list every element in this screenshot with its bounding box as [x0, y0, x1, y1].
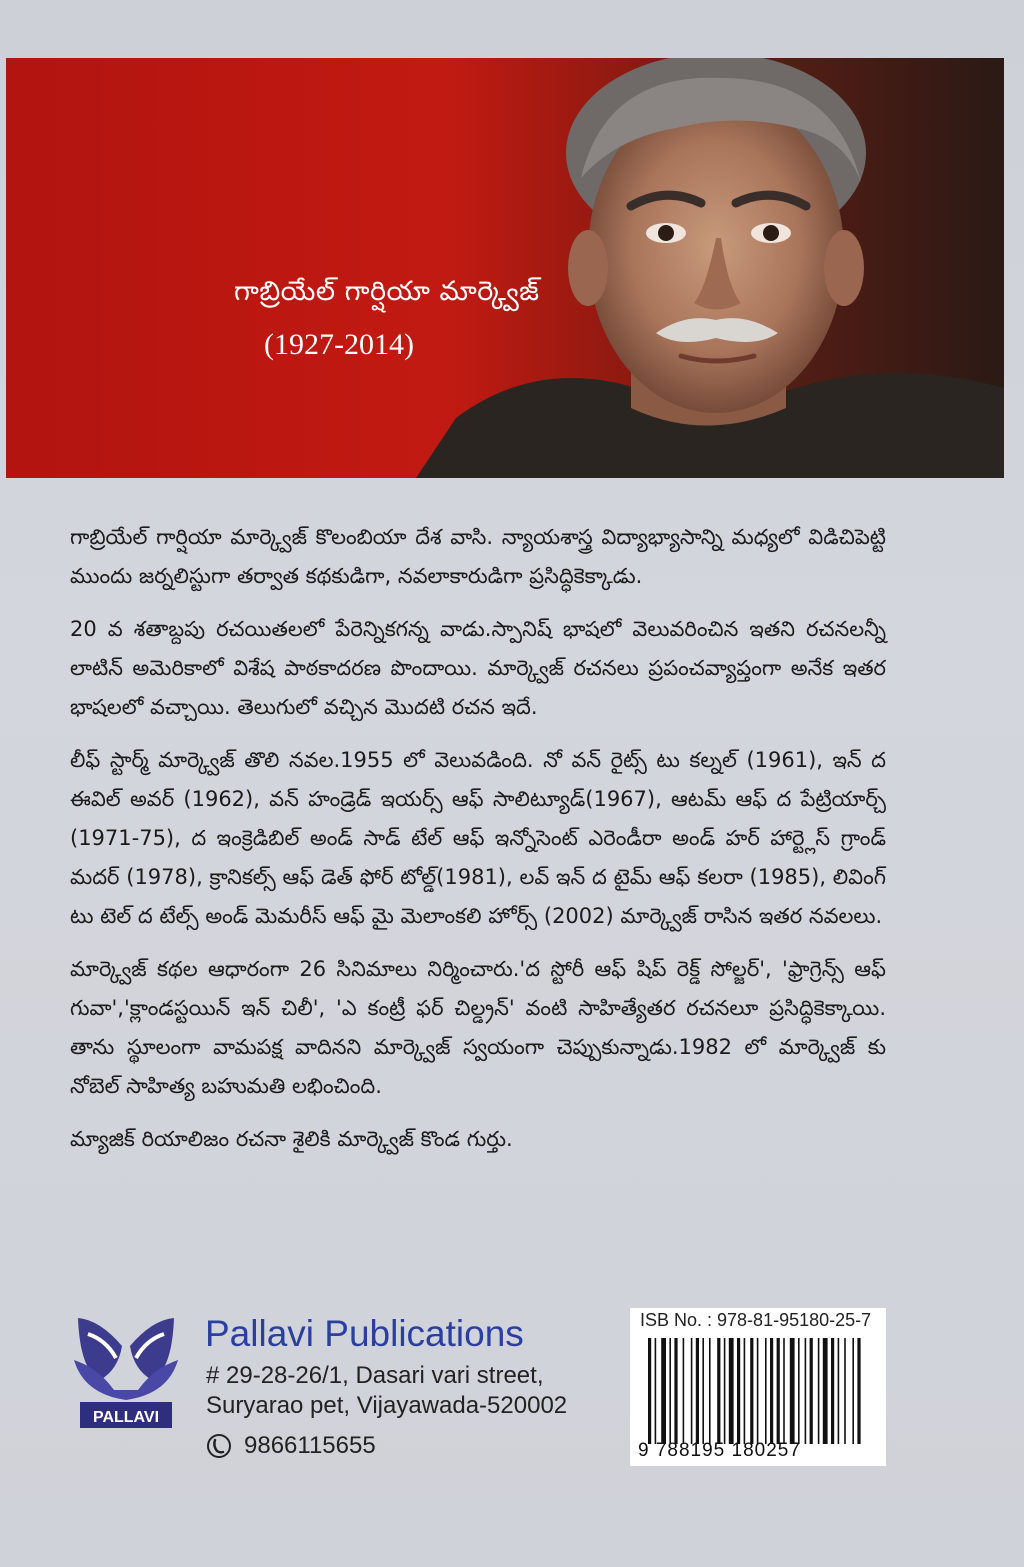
barcode-bar: [729, 1338, 734, 1444]
barcode-bar: [696, 1338, 699, 1444]
author-portrait: [416, 58, 1004, 478]
barcode-bar: [683, 1338, 685, 1444]
barcode-bar: [831, 1338, 834, 1444]
blurb-paragraph: లీఫ్ స్టార్మ్ మార్క్వెజ్ తొలి నవల.1955 లో వెలువడింది. నో వన్ రైట్స్ టు కల్నల్ (1961), ఇన్ ద ఈవిల్ అవర్ (1962), వన్ హండ్రెడ్ ఇయర్స్ ఆఫ్ సాలిట్యూడ్(1967), ఆటమ్ ఆఫ్ ద పేట్రియార్చ్ (1971-75), ద ఇంక్రెడిబిల్ అండ్ సాడ్ టేల్ ఆఫ్ ఇన్నోసెంట్ ఎరెండీరా అండ్ హర్ హార్ట్లెస్ గ్రాండ్ మదర్ (1978), క్రానికల్స్ ఆఫ్ డెత్ ఫోర్ టోల్డ్(1981), లవ్ ఇన్ ద టైమ్ ఆఫ్ కలరా (1985), లివింగ్ టు టెల్ ద టేల్స్ అండ్ మెమరీస్ ఆఫ్ మై మెలాంకలి హోర్స్ (2002) మార్క్వెజ్ రాసిన ఇతర నవలలు.: [70, 748, 886, 928]
barcode-bar: [648, 1338, 651, 1444]
barcode-bar: [674, 1338, 677, 1444]
blurb-paragraph: గాబ్రియేల్ గార్షియా మార్క్వెజ్ కొలంబియా దేశ వాసి. న్యాయశాస్త్ర విద్యాభ్యాసాన్ని మధ్యలో విడిచిపెట్టి ముందు జర్నలిస్టుగా తర్వాత కథకుడిగా, నవలాకారుడిగా ప్రసిద్ధికెక్కాడు.: [70, 525, 886, 588]
barcode-bar: [805, 1338, 807, 1444]
phone-number: 9866115655: [244, 1432, 376, 1459]
barcode-bar: [777, 1338, 780, 1444]
barcode-bar: [724, 1338, 726, 1444]
barcode-bar: [790, 1338, 795, 1444]
barcode: [640, 1338, 876, 1444]
author-name: గాబ్రియేల్ గార్షియా మార్క్వెజ్: [234, 276, 540, 307]
author-years: (1927-2014): [264, 328, 414, 361]
barcode-bar: [783, 1338, 785, 1444]
blurb-paragraph: మార్క్వెజ్ కథల ఆధారంగా 26 సినిమాలు నిర్మించారు.'ద స్టోరీ ఆఫ్ షిప్ రెక్డ్ సోల్జర్', 'ఫ్రాగ్రెన్స్ ఆఫ్ గువా','క్లాండస్టయిన్ ఇన్ చిలీ', 'ఎ కంట్రీ ఫర్ చిల్డ్రన్' వంటి సాహిత్యేతర రచనలూ ప్రసిద్ధికెక్కాయి. తాను స్థూలంగా వామపక్ష వాదినని మార్క్వెజ్ స్వయంగా చెప్పుకున్నాడు.1982 లో మార్క్వెజ్ కు నోబెల్ సాహిత్య బహుమతి లభించింది.: [70, 957, 886, 1098]
barcode-bar: [669, 1338, 671, 1444]
barcode-bar: [691, 1338, 693, 1444]
logo-text: PALLAVI: [92, 1409, 160, 1426]
barcode-bar: [798, 1338, 800, 1444]
barcode-bar: [844, 1338, 846, 1444]
barcode-bar: [852, 1338, 854, 1444]
book-blurb: [70, 518, 886, 1173]
barcode-bar: [702, 1338, 704, 1444]
barcode-bar: [757, 1338, 759, 1444]
author-banner: [6, 58, 1004, 478]
barcode-bar: [750, 1338, 753, 1444]
barcode-bar: [770, 1338, 773, 1444]
barcode-bar: [709, 1338, 711, 1444]
publisher-logo: [70, 1310, 182, 1430]
barcode-bar: [655, 1338, 657, 1444]
barcode-bar: [810, 1338, 813, 1444]
barcode-bar: [818, 1338, 820, 1444]
blurb-paragraph: మ్యాజిక్ రియాలిజం రచనా శైలికి మార్క్వెజ్ కొండ గుర్తు.: [70, 1127, 513, 1151]
blurb-paragraph: 20 వ శతాబ్దపు రచయితలలో పేరెన్నికగన్న వాడు.స్పానిష్ భాషలో వెలువరించిన ఇతని రచనలన్నీ లాటిన్ అమెరికాలో విశేష పాఠకాదరణ పొందాయి. మార్క్వెజ్ రచనలు ప్రపంచవ్యాప్తంగా అనేక ఇతర భాషలలో వచ్చాయి. తెలుగులో వచ్చిన మొదటి రచన ఇదే.: [70, 617, 886, 719]
barcode-bar: [661, 1338, 666, 1444]
barcode-digits: 9 788195 180257: [638, 1440, 801, 1461]
barcode-bar: [857, 1338, 860, 1444]
isbn-number: ISB No. : 978-81-95180-25-7: [640, 1310, 872, 1330]
barcode-bar: [823, 1338, 828, 1444]
barcode-bar: [838, 1338, 840, 1444]
barcode-bar: [737, 1338, 740, 1444]
isbn-block: [630, 1308, 886, 1466]
publisher-phone: [206, 1432, 376, 1460]
barcode-bar: [717, 1338, 720, 1444]
barcode-bar: [765, 1338, 767, 1444]
barcode-bar: [744, 1338, 746, 1444]
publisher-address-line1: # 29-28-26/1, Dasari vari street,: [206, 1362, 544, 1389]
publisher-address-line2: Suryarao pet, Vijayawada-520002: [206, 1392, 568, 1419]
phone-icon: [206, 1433, 232, 1459]
publisher-name: Pallavi Publications: [205, 1313, 524, 1354]
